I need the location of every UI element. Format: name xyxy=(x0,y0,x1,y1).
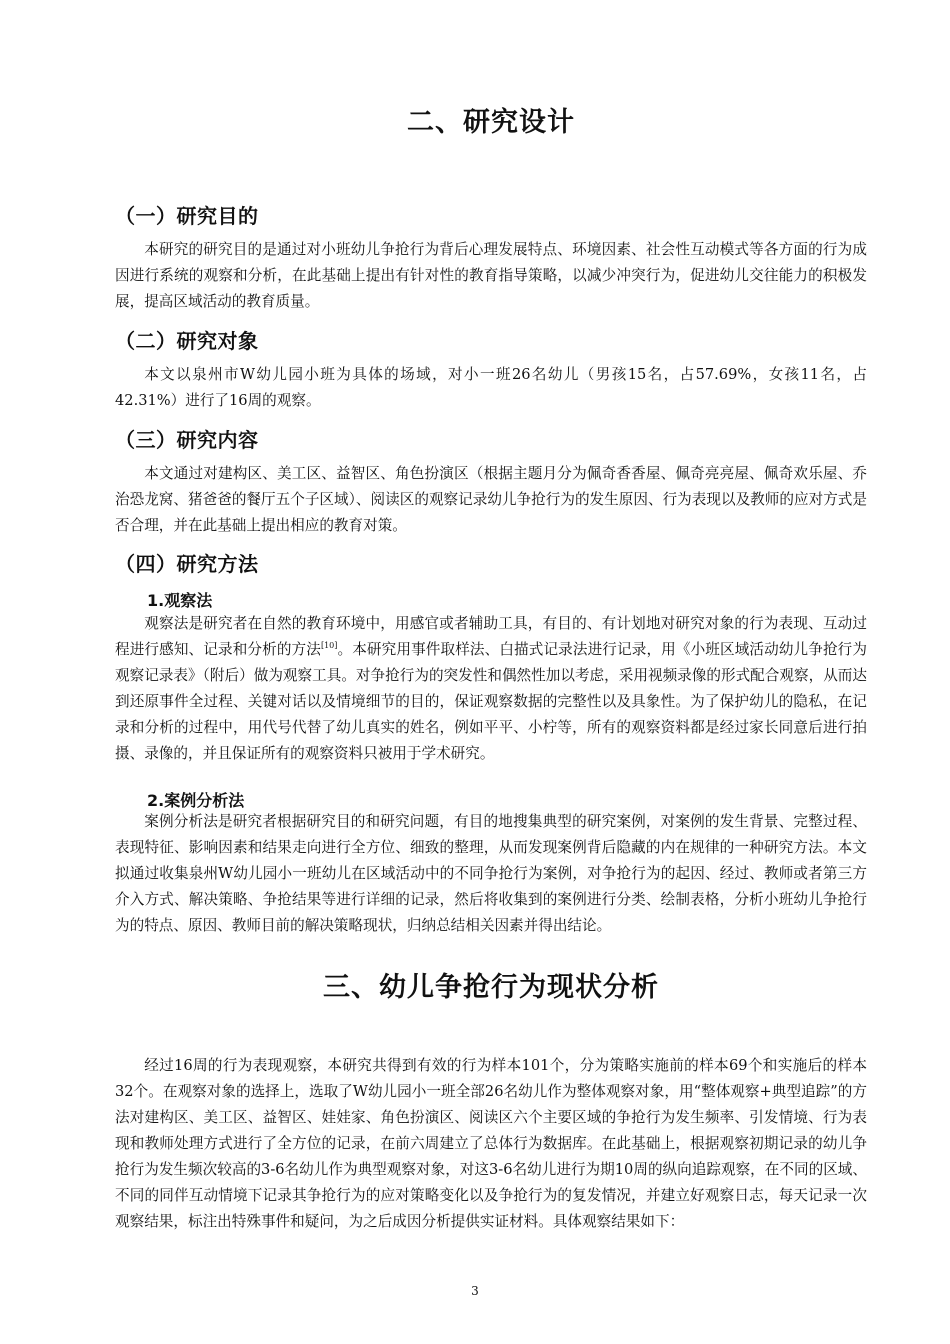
paragraph-observation-method xyxy=(115,611,867,767)
citation-marker: [10] xyxy=(320,641,338,651)
heading-research-content: （三）研究内容 xyxy=(115,428,259,452)
observation-text-part2: 。本研究用事件取样法、白描式记录法进行记录，用《小班区域活动幼儿争抢行为观察记录表》（附后）做为观察工具。对争抢行为的突发性和偶然性加以考虑，采用视频录像的形式配合观察，从而达到还原事件全过程、关键对话以及情境细节的目的，保证观察数据的完整性以及具象性。为了保护幼儿的隐私，在记录和分析的过程中，用代号代替了幼儿真实的姓名，例如平平、小柠等，所有的观察资料都是经过家长同意后进行拍摄、录像的，并且保证所有的观察资料只被用于学术研究。 xyxy=(115,641,867,762)
paragraph-research-subject: 本文以泉州市W幼儿园小班为具体的场域，对小一班26名幼儿（男孩15名，占57.69%，女孩11名，占42.31%）进行了16周的观察。 xyxy=(115,366,867,409)
page-number: 3 xyxy=(471,1284,479,1298)
paragraph-research-content: 本文通过对建构区、美工区、益智区、角色扮演区（根据主题月分为佩奇香香屋、佩奇亮亮屋、佩奇欢乐屋、乔治恐龙窝、猪爸爸的餐厅五个子区域）、阅读区的观察记录幼儿争抢行为的发生原因、行为表现以及教师的应对方式是否合理，并在此基础上提出相应的教育对策。 xyxy=(115,465,867,534)
heading-observation-method: 1.观察法 xyxy=(147,591,213,610)
heading-research-purpose: （一）研究目的 xyxy=(115,204,259,228)
section-title-research-design: 二、研究设计 xyxy=(407,107,575,138)
paragraph-case-analysis-method: 案例分析法是研究者根据研究目的和研究问题，有目的地搜集典型的研究案例，对案例的发生背景、完整过程、表现特征、影响因素和结果走向进行全方位、细致的整理，从而发现案例背后隐藏的内在规律的一种研究方法。本文拟通过收集泉州W幼儿园小一班幼儿在区域活动中的不同争抢行为案例，对争抢行为的起因、经过、教师或者第三方介入方式、解决策略、争抢结果等进行详细的记录，然后将收集到的案例进行分类、绘制表格，分析小班幼儿争抢行为的特点、原因、教师目前的解决策略现状，归纳总结相关因素并得出结论。 xyxy=(115,813,867,934)
heading-case-analysis-method: 2.案例分析法 xyxy=(147,791,245,810)
observation-text-part1: 观察法是研究者在自然的教育环境中，用感官或者辅助工具，有目的、有计划地对研究对象的行为表现、互动过程进行感知、记录和分析的方法 xyxy=(115,615,867,658)
paragraph-research-purpose: 本研究的研究目的是通过对小班幼儿争抢行为背后心理发展特点、环境因素、社会性互动模式等各方面的行为成因进行系统的观察和分析，在此基础上提出有针对性的教育指导策略，以减少冲突行为，促进幼儿交往能力的积极发展，提高区域活动的教育质量。 xyxy=(115,241,867,310)
section-title-status-analysis: 三、幼儿争抢行为现状分析 xyxy=(323,972,659,1003)
heading-research-subject: （二）研究对象 xyxy=(115,329,259,353)
paragraph-status-analysis: 经过16周的行为表现观察，本研究共得到有效的行为样本101个，分为策略实施前的样本69个和实施后的样本32个。在观察对象的选择上，选取了W幼儿园小一班全部26名幼儿作为整体观察对象，用“整体观察+典型追踪”的方法对建构区、美工区、益智区、娃娃家、角色扮演区、阅读区六个主要区域的争抢行为发生频率、引发情境、行为表现和教师处理方式进行了全方位的记录，在前六周建立了总体行为数据库。在此基础上，根据观察初期记录的幼儿争抢行为发生频次较高的3-6名幼儿作为典型观察对象，对这3-6名幼儿进行为期10周的纵向追踪观察，在不同的区域、不同的同伴互动情境下记录其争抢行为的应对策略变化以及争抢行为的复发情况，并建立好观察日志，每天记录一次观察结果，标注出特殊事件和疑问，为之后成因分析提供实证材料。具体观察结果如下： xyxy=(115,1057,867,1230)
heading-research-methods: （四）研究方法 xyxy=(115,552,259,576)
